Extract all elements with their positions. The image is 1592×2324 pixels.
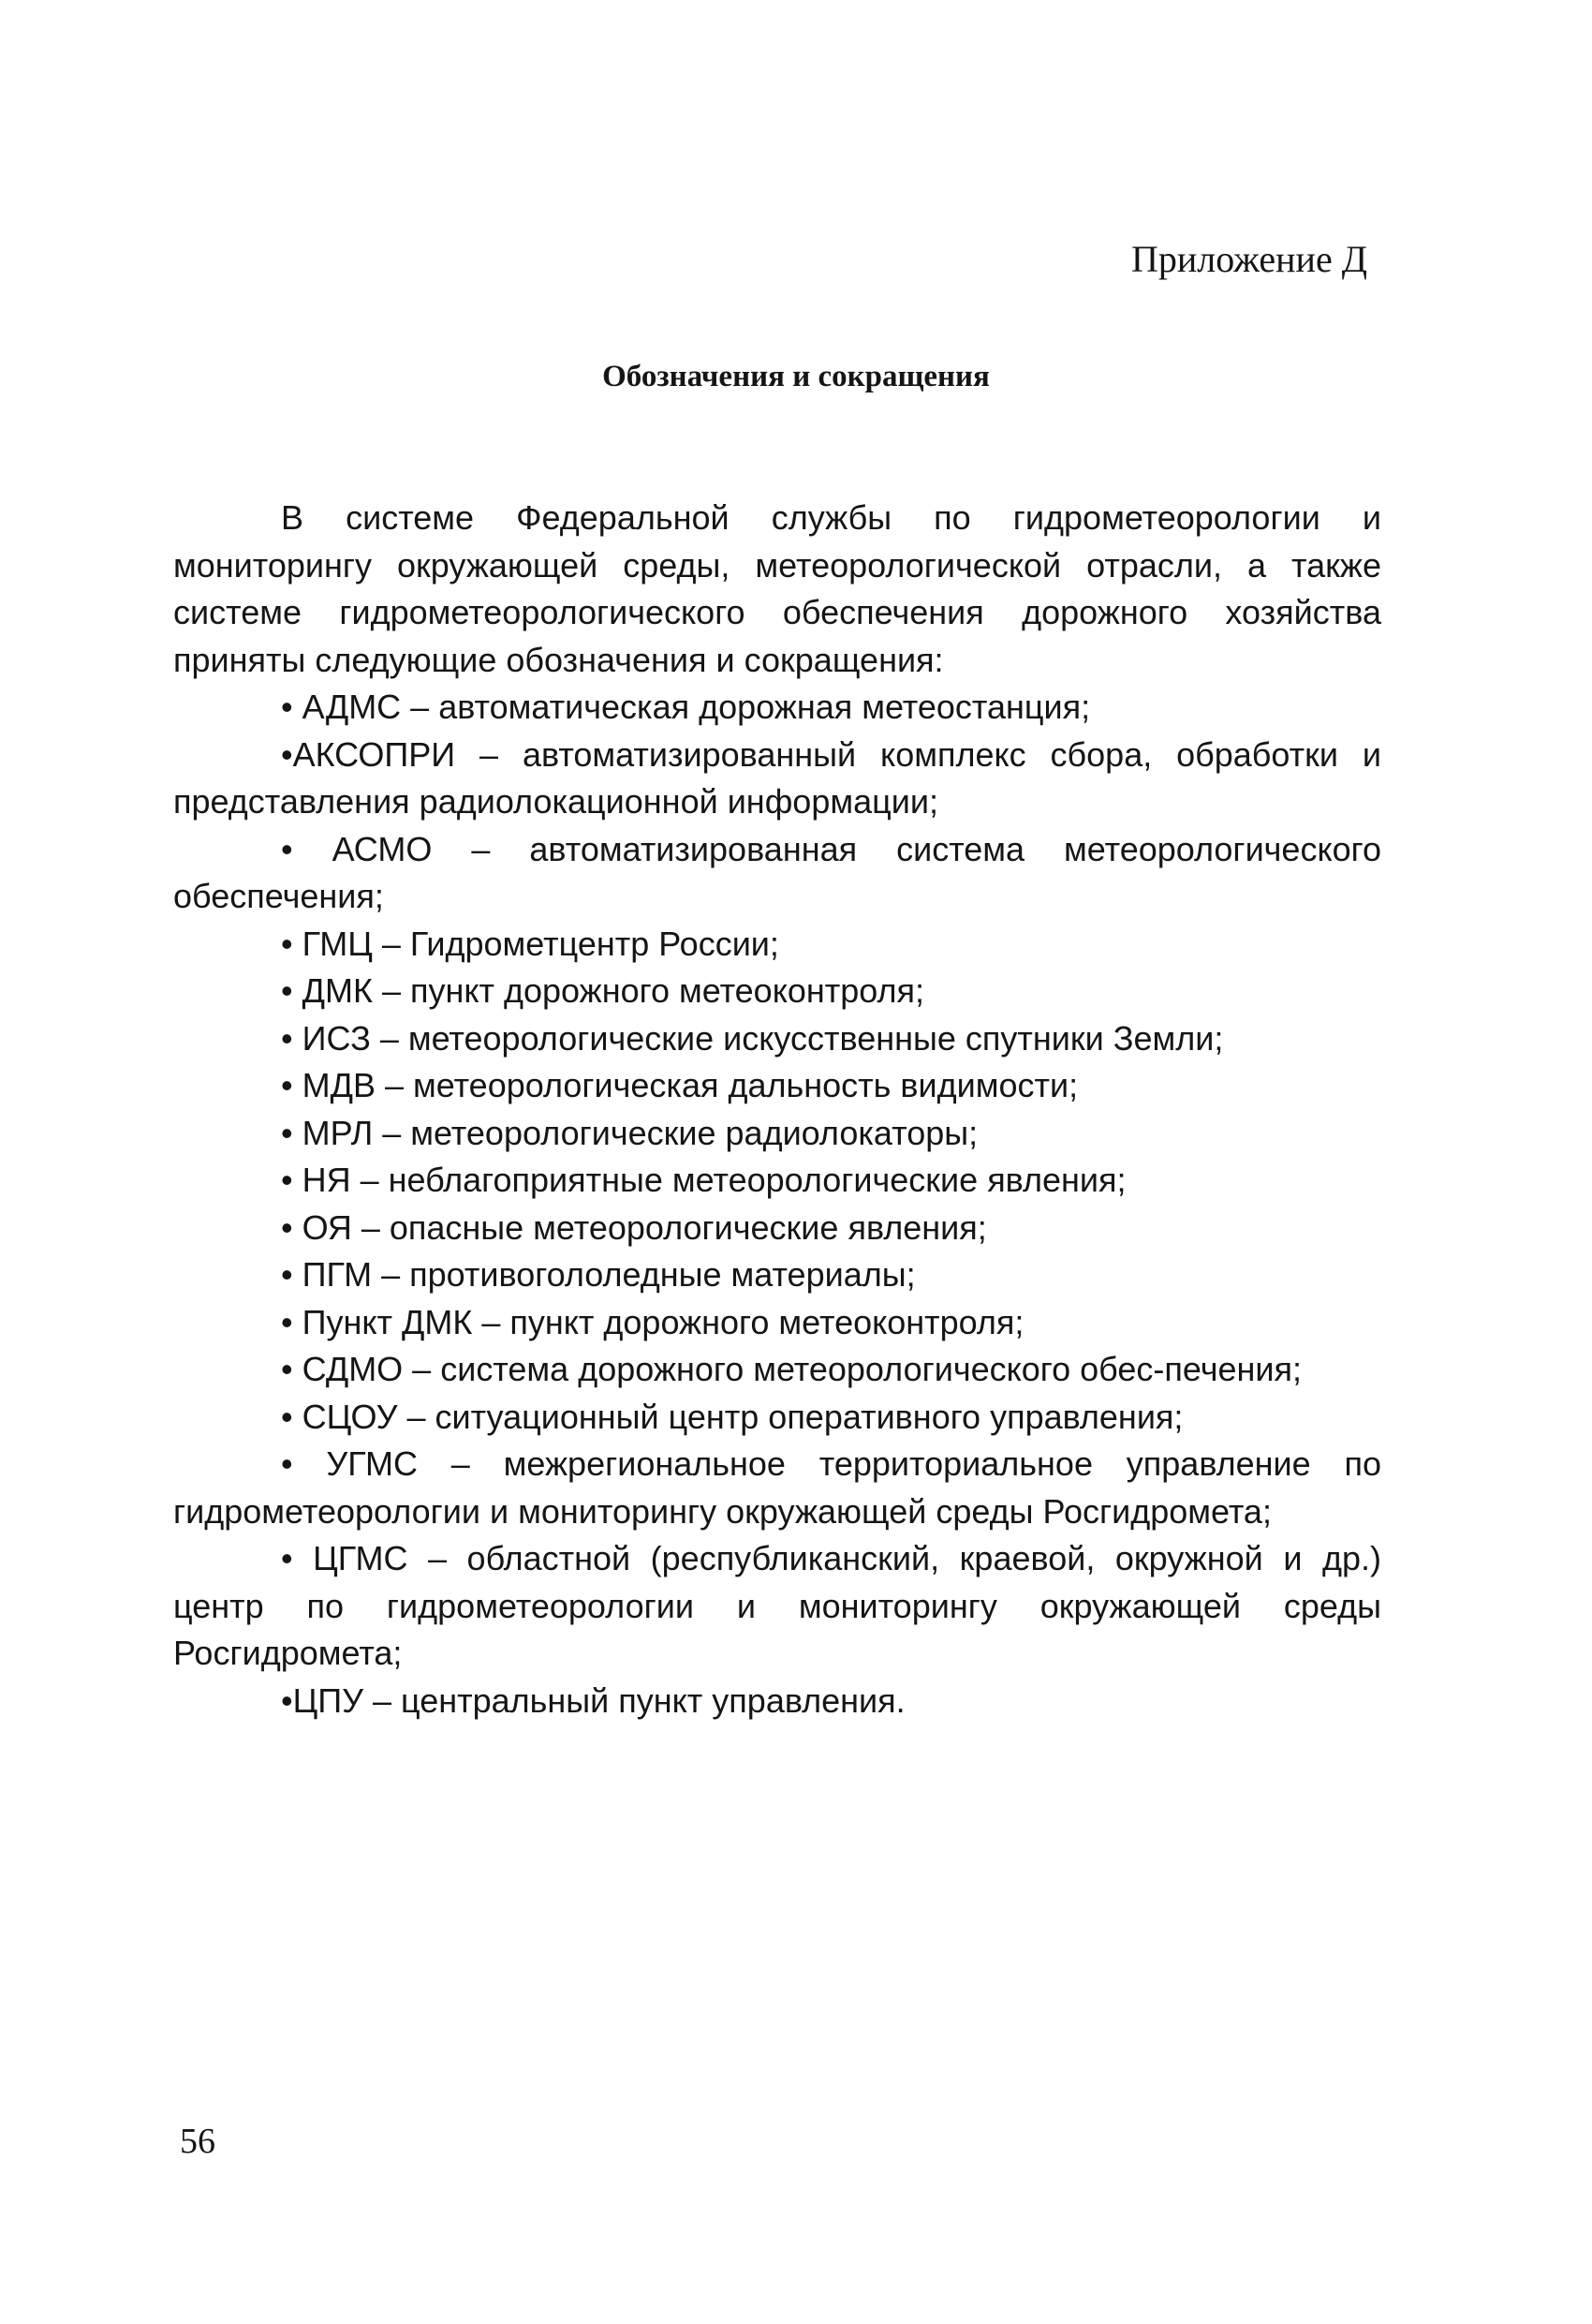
list-item: •ЦПУ – центральный пункт управления. [281, 1680, 906, 1720]
appendix-label: Приложение Д [1131, 238, 1367, 280]
list-item: • СЦОУ – ситуационный центр оперативного управления; [281, 1397, 1184, 1436]
list-item: • ДМК – пункт дорожного метеоконтроля; [281, 971, 925, 1010]
list-item: • МРЛ – метеорологические радиолокаторы; [281, 1113, 979, 1152]
list-item: • НЯ – неблагоприятные метеорологические явления; [281, 1161, 1127, 1199]
page-title: Обозначения и сокращения [602, 360, 990, 393]
list-item: • ИСЗ – метеорологические искусственные спутники Земли; [281, 1018, 1224, 1058]
list-item: • ГМЦ – Гидрометцентр России; [281, 924, 779, 963]
list-item: • Пункт ДМК – пункт дорожного метеоконтроля; [281, 1302, 1024, 1341]
abbreviations-body [173, 495, 1381, 1724]
list-item: • МДВ – метеорологическая дальность видимости; [281, 1066, 1079, 1104]
intro-paragraph: В системе Федеральной службы по гидрометеорологии и мониторингу окружающей среды, метеорологической отрасли, а также системе гидрометеорологического обеспечения дорожного хозяйства приняты следующие обозначения и сокращения: [173, 498, 1381, 679]
list-item: • УГМС – межрегиональное территориальное управление по гидрометеорологии и мониторингу окружающей среды Росгидромета; [173, 1444, 1381, 1531]
list-item: • СДМО – система дорожного метеорологического обес-печения; [281, 1350, 1302, 1388]
list-item: • ОЯ – опасные метеорологические явления; [281, 1207, 987, 1247]
page-number: 56 [180, 2122, 215, 2161]
list-item: • ЦГМС – областной (республиканский, краевой, окружной и др.) центр по гидрометеорологии и мониторингу окружающей среды Росгидромета; [173, 1539, 1381, 1672]
list-item: • ПГМ – противогололедные материалы; [281, 1255, 916, 1294]
list-item: • АДМС – автоматическая дорожная метеостанция; [281, 688, 1091, 726]
list-item: • АСМО – автоматизированная система метеорологического обеспечения; [173, 829, 1381, 915]
list-item: •АКСОПРИ – автоматизированный комплекс сбора, обработки и представления радиолокационной информации; [173, 734, 1381, 821]
